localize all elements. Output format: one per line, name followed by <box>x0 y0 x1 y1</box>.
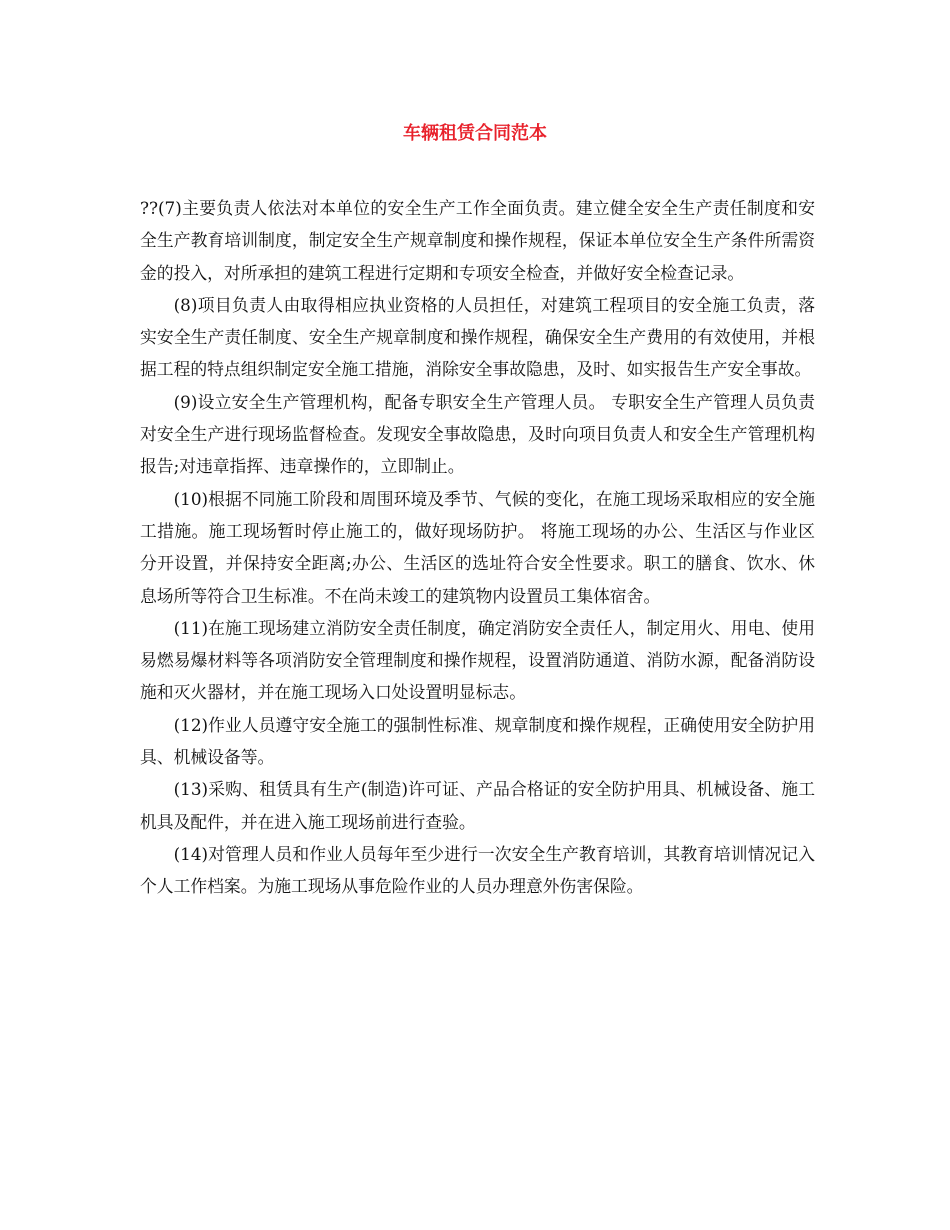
paragraph-13: (13)采购、租赁具有生产(制造)许可证、产品合格证的安全防护用具、机械设备、施工机具及配件，并在进入施工现场前进行查验。 <box>140 779 815 832</box>
paragraph-8: (8)项目负责人由取得相应执业资格的人员担任，对建筑工程项目的安全施工负责，落实安全生产责任制度、安全生产规章制度和操作规程，确保安全生产费用的有效使用，并根据工程的特点组织制定安全施工措施，消除安全事故隐患，及时、如实报告生产安全事故。 <box>140 294 815 380</box>
document-title: 车辆租赁合同范本 <box>403 123 547 144</box>
paragraph-12: (12)作业人员遵守安全施工的强制性标准、规章制度和操作规程，正确使用安全防护用具、机械设备等。 <box>140 714 815 768</box>
paragraph-7: ??(7)主要负责人依法对本单位的安全生产工作全面负责。建立健全安全生产责任制度和安全生产教育培训制度，制定安全生产规章制度和操作规程，保证本单位安全生产条件所需资金的投入，对所承担的建筑工程进行定期和专项安全检查，并做好安全检查记录。 <box>140 198 815 283</box>
paragraph-9: (9)设立安全生产管理机构，配备专职安全生产管理人员。 专职安全生产管理人员负责对安全生产进行现场监督检查。发现安全事故隐患，及时向项目负责人和安全生产管理机构报告;对违章指挥、违章操作的，立即制止。 <box>140 391 815 477</box>
paragraph-10: (10)根据不同施工阶段和周围环境及季节、气候的变化，在施工现场采取相应的安全施工措施。施工现场暂时停止施工的，做好现场防护。 将施工现场的办公、生活区与作业区分开设置，并保持安全距离;办公、生活区的选址符合安全性要求。职工的膳食、饮水、休息场所等符合卫生标准。不在尚未竣工的建筑物内设置员工集体宿舍。 <box>140 488 815 606</box>
paragraph-11: (11)在施工现场建立消防安全责任制度，确定消防安全责任人，制定用火、用电、使用易燃易爆材料等各项消防安全管理制度和操作规程，设置消防通道、消防水源，配备消防设施和灭火器材，并在施工现场入口处设置明显标志。 <box>140 617 815 703</box>
paragraph-14: (14)对管理人员和作业人员每年至少进行一次安全生产教育培训，其教育培训情况记入个人工作档案。为施工现场从事危险作业的人员办理意外伤害保险。 <box>140 843 815 897</box>
document-body <box>140 192 815 903</box>
